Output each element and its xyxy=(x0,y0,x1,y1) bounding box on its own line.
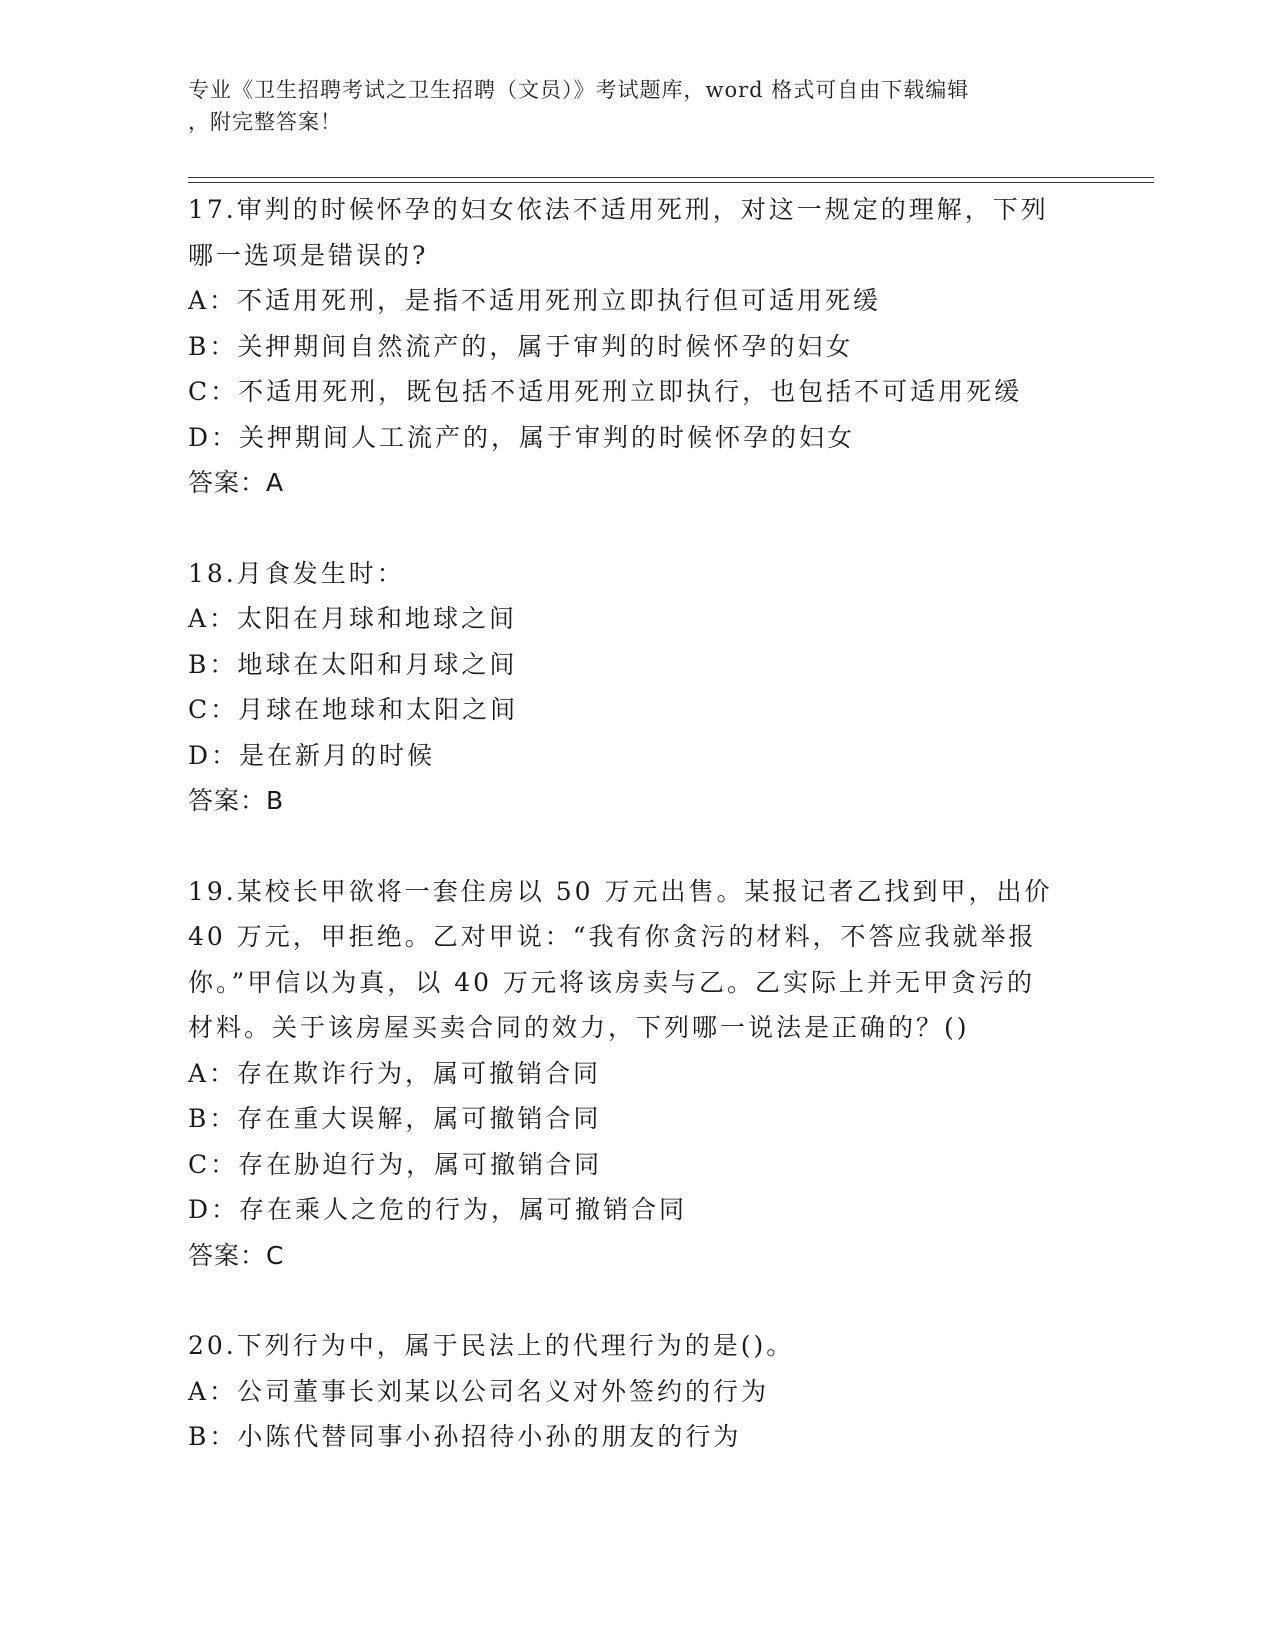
option-b: B：存在重大误解，属可撤销合同 xyxy=(188,1104,602,1133)
question-17 xyxy=(188,187,1088,506)
header-rule-bottom xyxy=(188,182,1154,183)
option-d: D：是在新月的时候 xyxy=(188,740,436,770)
option-c: C：月球在地球和太阳之间 xyxy=(188,695,519,724)
option-a: A：公司董事长刘某以公司名义对外签约的行为 xyxy=(188,1376,770,1406)
question-stem-line: 哪一选项是错误的? xyxy=(188,240,429,270)
option-a: A：太阳在月球和地球之间 xyxy=(188,604,518,633)
question-stem-line: 18.月食发生时： xyxy=(188,558,405,588)
option-c: C：存在胁迫行为，属可撤销合同 xyxy=(188,1149,603,1179)
option-b: B：小陈代替同事小孙招待小孙的朋友的行为 xyxy=(188,1422,742,1451)
question-20 xyxy=(188,1323,1088,1460)
page-header xyxy=(188,74,1068,138)
question-stem-line: 17.审判的时候怀孕的妇女依法不适用死刑，对这一规定的理解，下列 xyxy=(188,195,1049,224)
question-stem-line: 材料。关于该房屋买卖合同的效力，下列哪一说法是正确的？() xyxy=(188,1013,970,1042)
option-b: B：关押期间自然流产的，属于审判的时候怀孕的妇女 xyxy=(188,331,854,361)
option-a: A：不适用死刑，是指不适用死刑立即执行但可适用死缓 xyxy=(188,286,882,315)
question-list xyxy=(188,187,1088,1505)
option-b: B：地球在太阳和月球之间 xyxy=(188,649,518,679)
question-stem-line: 19.某校长甲欲将一套住房以 50 万元出售。某报记者乙找到甲，出价 xyxy=(188,876,1053,906)
question-18 xyxy=(188,551,1088,824)
header-line-2: ，附完整答案！ xyxy=(188,110,342,134)
answer-label: 答案：A xyxy=(188,468,285,497)
option-d: D：存在乘人之危的行为，属可撤销合同 xyxy=(188,1195,688,1224)
header-line-1: 专业《卫生招聘考试之卫生招聘（文员）》考试题库，word 格式可自由下载编辑 xyxy=(188,78,970,102)
question-19 xyxy=(188,869,1088,1279)
answer-label: 答案：C xyxy=(188,1240,285,1270)
question-stem-line: 你。”甲信以为真，以 40 万元将该房卖与乙。乙实际上并无甲贪污的 xyxy=(188,967,1035,997)
header-rule-top xyxy=(188,177,1154,178)
option-d: D：关押期间人工流产的，属于审判的时候怀孕的妇女 xyxy=(188,422,856,452)
option-a: A：存在欺诈行为，属可撤销合同 xyxy=(188,1058,602,1088)
answer-label: 答案：B xyxy=(188,786,285,815)
question-stem-line: 40 万元，甲拒绝。乙对甲说：“我有你贪污的材料，不答应我就举报 xyxy=(188,922,1037,951)
question-stem-line: 20.下列行为中，属于民法上的代理行为的是()。 xyxy=(188,1331,795,1360)
option-c: C：不适用死刑，既包括不适用死刑立即执行，也包括不可适用死缓 xyxy=(188,377,1023,406)
